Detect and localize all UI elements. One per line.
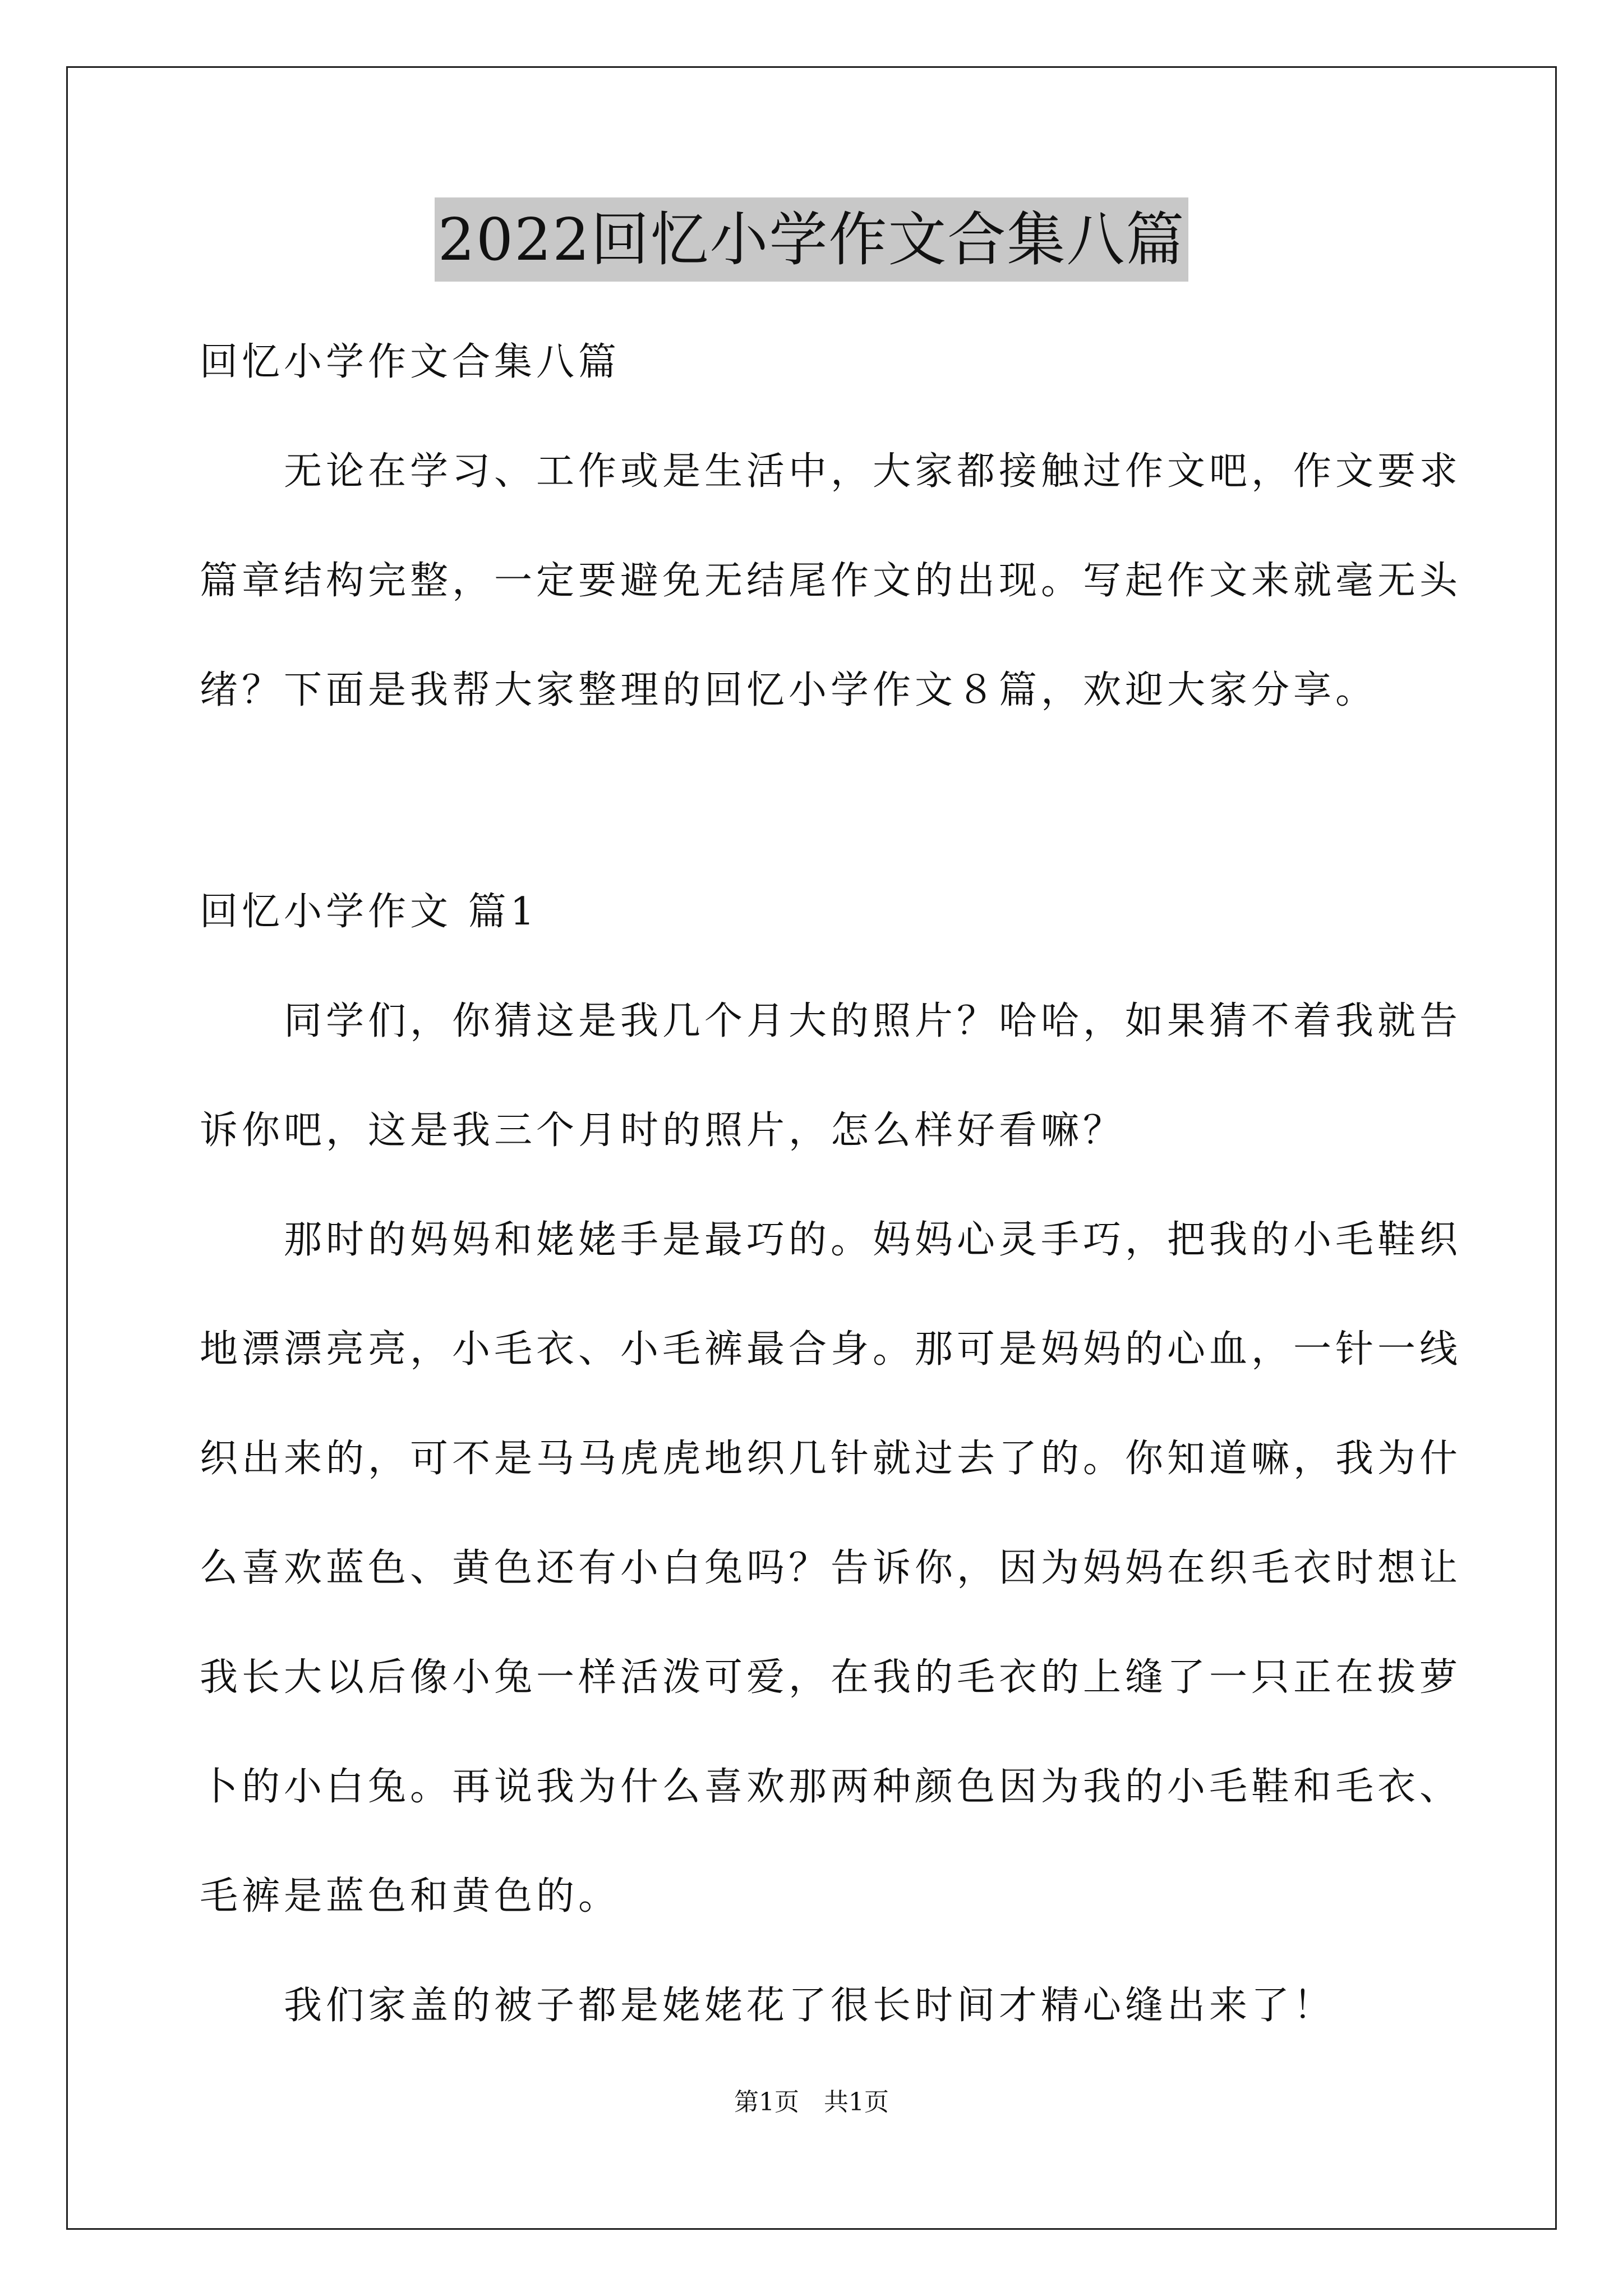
intro-paragraph <box>200 417 1462 745</box>
document-body <box>200 307 1462 2060</box>
paragraph-gap <box>200 745 1428 857</box>
document-title: 2022回忆小学作文合集八篇 <box>435 197 1189 282</box>
body-line: 诉你吧，这是我三个月时的照片，怎么样好看嘛？ <box>200 1108 1126 1153</box>
body-line: 那时的妈妈和姥姥手是最巧的。妈妈心灵手巧，把我的小毛鞋织 <box>200 1218 1462 1262</box>
title-container <box>0 197 1623 282</box>
body-line: 我长大以后像小兔一样活泼可爱，在我的毛衣的上缝了一只正在拔萝 <box>200 1655 1462 1700</box>
body-line: 织出来的，可不是马马虎虎地织几针就过去了的。你知道嘛，我为什 <box>200 1437 1462 1481</box>
body-line: 地漂漂亮亮，小毛衣、小毛裤最合身。那可是妈妈的心血，一针一线 <box>200 1327 1462 1372</box>
section-body <box>200 967 1462 2060</box>
intro-line: 篇章结构完整，一定要避免无结尾作文的出现。写起作文来就毫无头 <box>200 559 1462 603</box>
intro-line: 绪？下面是我帮大家整理的回忆小学作文８篇，欢迎大家分享。 <box>200 668 1378 712</box>
body-line: 卜的小白兔。再说我为什么喜欢那两种颜色因为我的小毛鞋和毛衣、 <box>200 1765 1462 1809</box>
body-line: 同学们，你猜这是我几个月大的照片？哈哈，如果猜不着我就告 <box>200 999 1462 1043</box>
section-heading: 回忆小学作文 篇1 <box>200 890 538 934</box>
document-subtitle: 回忆小学作文合集八篇 <box>200 340 621 384</box>
body-line: 我们家盖的被子都是姥姥花了很长时间才精心缝出来了！ <box>200 1984 1336 2028</box>
intro-line: 无论在学习、工作或是生活中，大家都接触过作文吧，作文要求 <box>200 449 1462 494</box>
body-line: 毛裤是蓝色和黄色的。 <box>200 1874 621 1918</box>
page-footer: 第1页 共1页 <box>734 2088 889 2116</box>
body-line: 么喜欢蓝色、黄色还有小白兔吗？告诉你，因为妈妈在织毛衣时想让 <box>200 1546 1462 1590</box>
